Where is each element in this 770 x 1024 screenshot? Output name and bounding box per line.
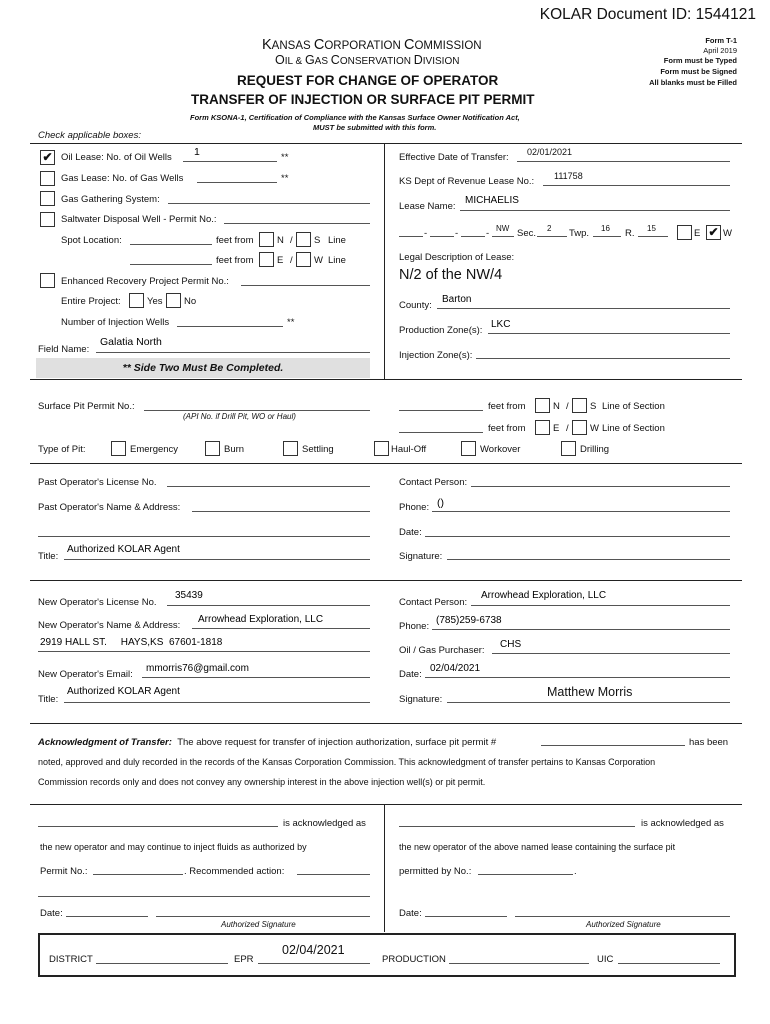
injection-zone-label: Injection Zone(s): xyxy=(399,350,473,361)
gas-gathering-checkbox[interactable] xyxy=(40,191,55,206)
document-id: KOLAR Document ID: 1544121 xyxy=(539,6,756,23)
surface-pit-label: Surface Pit Permit No.: xyxy=(38,401,135,412)
org-letter: C xyxy=(404,37,415,53)
field-name-label: Field Name: xyxy=(38,344,90,355)
e-label: E xyxy=(277,255,284,266)
required-stars: ** xyxy=(281,152,289,163)
s-label: S xyxy=(314,235,321,246)
ack-right-text: the new operator of the above named lease containing the surface pit xyxy=(399,842,676,852)
w-label: W xyxy=(723,228,732,239)
past-phone-label: Phone: xyxy=(399,502,430,513)
div-text: IL & xyxy=(284,56,305,67)
burn-checkbox[interactable] xyxy=(205,441,220,456)
drilling-label: Drilling xyxy=(580,444,610,455)
west-checkbox[interactable] xyxy=(296,252,311,267)
div-letter: D xyxy=(413,53,423,67)
lease-name-field[interactable] xyxy=(460,210,730,211)
range-field[interactable] xyxy=(638,236,668,237)
uic-label: UIC xyxy=(597,954,614,965)
purchaser-value: CHS xyxy=(500,639,522,650)
ack-left-blank-line[interactable] xyxy=(38,896,370,897)
haul-off-checkbox[interactable] xyxy=(374,441,389,456)
div-text: IVISION xyxy=(422,56,460,67)
entire-project-label: Entire Project: xyxy=(61,296,121,307)
lease-name-label: Lease Name: xyxy=(399,201,456,212)
oil-wells-value: 1 xyxy=(194,146,200,158)
pit-ew-field[interactable] xyxy=(399,432,483,433)
form-typed-note: Form must be Typed xyxy=(663,56,737,65)
ack-text-1: The above request for transfer of injection authorization, surface pit permit # xyxy=(177,737,497,748)
past-phone-field[interactable] xyxy=(432,511,730,512)
range-value: 15 xyxy=(647,224,656,233)
spot-ns-field[interactable] xyxy=(130,244,212,245)
new-name-address-label: New Operator's Name & Address: xyxy=(38,620,181,631)
commission-name xyxy=(262,37,482,53)
dash: - xyxy=(424,228,428,239)
gas-gathering-field[interactable] xyxy=(168,203,370,204)
permit-no-label: Permit No.: xyxy=(40,866,88,877)
swd-label: Saltwater Disposal Well - Permit No.: xyxy=(61,214,217,225)
settling-checkbox[interactable] xyxy=(283,441,298,456)
enhanced-recovery-label: Enhanced Recovery Project Permit No.: xyxy=(61,276,229,287)
form-signed-note: Form must be Signed xyxy=(660,67,737,76)
ksona-note-1: Form KSONA-1, Certification of Compliance with the Kansas Surface Owner Notification Act, xyxy=(190,113,520,122)
past-title-field[interactable] xyxy=(64,559,370,560)
feet-from-label: feet from xyxy=(216,235,254,246)
div-text: AS xyxy=(314,56,331,67)
twp-value: 16 xyxy=(601,224,610,233)
pit-north-checkbox[interactable] xyxy=(535,398,550,413)
ack-right-name-field[interactable] xyxy=(399,826,635,827)
e-label: E xyxy=(694,228,701,239)
form-title-2: TRANSFER OF INJECTION OR SURFACE PIT PERMIT xyxy=(191,92,535,107)
new-contact-field[interactable] xyxy=(471,605,730,606)
spot-ew-field[interactable] xyxy=(130,264,212,265)
legal-description-value[interactable]: N/2 of the NW/4 xyxy=(399,267,503,283)
new-license-label: New Operator's License No. xyxy=(38,597,157,608)
past-signature-label: Signature: xyxy=(399,551,443,562)
divider xyxy=(384,804,385,932)
n-label: N xyxy=(277,235,284,246)
past-name-address-field[interactable] xyxy=(192,511,370,512)
s-label: S xyxy=(590,401,597,412)
ack-line-3: Commission records only and does not convey any ownership interest in the above injection well(s) or pit permit. xyxy=(38,777,486,787)
divider xyxy=(30,143,742,144)
divider xyxy=(30,463,742,464)
production-zone-field[interactable] xyxy=(488,333,730,334)
ack-line-1 xyxy=(38,737,496,748)
pit-west-checkbox[interactable] xyxy=(572,420,587,435)
epr-label: EPR xyxy=(234,954,254,965)
county-field[interactable] xyxy=(437,308,730,309)
past-address-line-2[interactable] xyxy=(38,536,370,537)
swd-checkbox[interactable] xyxy=(40,212,55,227)
new-title-field[interactable] xyxy=(64,702,370,703)
ack-left-signature-field[interactable] xyxy=(156,916,370,917)
ks-dept-field[interactable] xyxy=(543,185,730,186)
slash: / xyxy=(566,401,569,412)
is-acknowledged-label: is acknowledged as xyxy=(283,818,366,829)
past-title-value: Authorized KOLAR Agent xyxy=(67,544,180,555)
past-date-field[interactable] xyxy=(425,536,730,537)
authorized-signature-label: Authorized Signature xyxy=(586,920,661,929)
divider xyxy=(30,580,742,581)
feet-from-label: feet from xyxy=(488,401,526,412)
form-blanks-note: All blanks must be Filled xyxy=(649,78,737,87)
ack-permit-field[interactable] xyxy=(541,745,685,746)
new-signature-field[interactable] xyxy=(447,702,730,703)
quarter-field-2[interactable] xyxy=(430,236,454,237)
quarter-field-3[interactable] xyxy=(461,236,485,237)
entire-yes-checkbox[interactable] xyxy=(129,293,144,308)
slash: / xyxy=(290,235,293,246)
county-label: County: xyxy=(399,300,432,311)
gas-lease-checkbox[interactable] xyxy=(40,171,55,186)
ack-line-2: noted, approved and duly recorded in the records of the Kansas Corporation Commission. This acknowledgment of transfer pertains to Kansas Corporation xyxy=(38,757,656,767)
production-field[interactable] xyxy=(449,963,589,964)
slash: / xyxy=(290,255,293,266)
period: . xyxy=(574,866,577,877)
quarter-value: NW xyxy=(496,224,510,233)
past-signature-field[interactable] xyxy=(447,559,730,560)
new-title-value: Authorized KOLAR Agent xyxy=(67,686,180,697)
org-text: ANSAS xyxy=(271,40,314,52)
quarter-field-1[interactable] xyxy=(399,236,423,237)
sec-field[interactable] xyxy=(537,236,567,237)
org-letter: C xyxy=(313,37,325,53)
field-name-value: Galatia North xyxy=(100,336,162,348)
north-checkbox[interactable] xyxy=(259,232,274,247)
range-label: R. xyxy=(625,228,635,239)
new-contact-value: Arrowhead Exploration, LLC xyxy=(481,590,607,601)
range-east-checkbox[interactable] xyxy=(677,225,692,240)
recommended-action-label: . Recommended action: xyxy=(184,866,285,877)
new-phone-value: (785)259-6738 xyxy=(436,615,502,626)
injection-wells-label: Number of Injection Wells xyxy=(61,317,170,328)
south-checkbox[interactable] xyxy=(296,232,311,247)
type-of-pit-label: Type of Pit: xyxy=(38,444,86,455)
gas-lease-label: Gas Lease: No. of Gas Wells xyxy=(61,173,184,184)
purchaser-label: Oil / Gas Purchaser: xyxy=(399,645,485,656)
legal-description-label: Legal Description of Lease: xyxy=(399,252,515,263)
enhanced-recovery-checkbox[interactable] xyxy=(40,273,55,288)
ack-heading: Acknowledgment of Transfer: xyxy=(38,737,172,748)
line-of-section-label: Line of Section xyxy=(602,401,665,412)
new-signature-label: Signature: xyxy=(399,694,443,705)
east-checkbox[interactable] xyxy=(259,252,274,267)
uic-field[interactable] xyxy=(618,963,720,964)
division-name xyxy=(275,53,459,67)
past-title-label: Title: xyxy=(38,551,59,562)
recommended-action-field[interactable] xyxy=(297,874,370,875)
new-license-value: 35439 xyxy=(175,590,203,601)
new-contact-label: Contact Person: xyxy=(399,597,468,608)
ack-right-date-field[interactable] xyxy=(425,916,507,917)
required-stars: ** xyxy=(281,173,289,184)
pit-east-checkbox[interactable] xyxy=(535,420,550,435)
feet-from-label: feet from xyxy=(488,423,526,434)
e-label: E xyxy=(553,423,560,434)
new-name-address-field[interactable] xyxy=(192,628,370,629)
feet-from-label: feet from xyxy=(216,255,254,266)
enhanced-permit-field[interactable] xyxy=(241,285,370,286)
new-phone-label: Phone: xyxy=(399,621,430,632)
twp-field[interactable] xyxy=(593,236,621,237)
sec-label: Sec. xyxy=(517,228,537,239)
w-label: W xyxy=(590,423,599,434)
ack-right-signature-field[interactable] xyxy=(515,916,730,917)
district-field[interactable] xyxy=(96,963,228,964)
required-stars: ** xyxy=(287,317,295,328)
div-letter: G xyxy=(304,53,315,67)
dash: - xyxy=(455,228,459,239)
new-license-field[interactable] xyxy=(167,605,370,606)
div-letter: O xyxy=(275,53,285,67)
oil-lease-checkbox[interactable]: ✔ xyxy=(40,150,55,165)
district-label: DISTRICT xyxy=(49,954,93,965)
pit-south-checkbox[interactable] xyxy=(572,398,587,413)
drilling-checkbox[interactable] xyxy=(561,441,576,456)
past-date-label: Date: xyxy=(399,527,422,538)
form-title-1: REQUEST FOR CHANGE OF OPERATOR xyxy=(237,73,499,88)
surface-pit-field[interactable] xyxy=(144,410,370,411)
line-label: Line xyxy=(328,255,346,266)
new-name-value: Arrowhead Exploration, LLC xyxy=(198,614,324,625)
past-contact-label: Contact Person: xyxy=(399,477,468,488)
range-west-checkbox[interactable]: ✔ xyxy=(706,225,721,240)
ack-left-text: the new operator and may continue to inject fluids as authorized by xyxy=(40,842,307,852)
form-date: April 2019 xyxy=(703,46,737,55)
n-label: N xyxy=(553,401,560,412)
epr-field[interactable] xyxy=(258,963,370,964)
county-value: Barton xyxy=(442,294,472,305)
div-letter: C xyxy=(330,53,340,67)
authorized-signature-label: Authorized Signature xyxy=(221,920,296,929)
org-letter: K xyxy=(262,37,272,53)
effective-date-field[interactable] xyxy=(517,161,730,162)
divider xyxy=(30,804,742,805)
line-of-section-label: Line of Section xyxy=(602,423,665,434)
spot-location-label: Spot Location: xyxy=(61,235,122,246)
permitted-by-label: permitted by No.: xyxy=(399,866,472,877)
permit-no-field[interactable] xyxy=(93,874,183,875)
side-two-text: ** Side Two Must Be Completed. xyxy=(122,362,284,374)
permitted-by-field[interactable] xyxy=(478,874,573,875)
divider xyxy=(384,143,385,379)
past-phone-value: () xyxy=(437,497,444,509)
effective-date-value: 02/01/2021 xyxy=(527,147,573,157)
effective-date-label: Effective Date of Transfer: xyxy=(399,152,509,163)
new-date-label: Date: xyxy=(399,669,422,680)
new-email-value: mmorris76@gmail.com xyxy=(146,663,249,674)
ack-left-name-field[interactable] xyxy=(38,826,278,827)
past-contact-field[interactable] xyxy=(471,486,730,487)
field-name-field[interactable] xyxy=(96,352,370,353)
has-been-label: has been xyxy=(689,737,729,748)
check-applicable-label: Check applicable boxes: xyxy=(38,130,141,141)
entire-no-checkbox[interactable] xyxy=(166,293,181,308)
new-title-label: Title: xyxy=(38,694,59,705)
settling-label: Settling xyxy=(302,444,334,455)
api-note: (API No. if Drill Pit, WO or Haul) xyxy=(183,412,296,421)
no-label: No xyxy=(184,296,197,307)
burn-label: Burn xyxy=(224,444,245,455)
side-two-banner xyxy=(36,358,370,378)
injection-wells-field[interactable] xyxy=(177,326,283,327)
org-text: OMMISSION xyxy=(414,40,482,52)
past-license-field[interactable] xyxy=(167,486,370,487)
workover-checkbox[interactable] xyxy=(461,441,476,456)
epr-value: 02/04/2021 xyxy=(282,943,345,957)
w-label: W xyxy=(314,255,323,266)
ks-dept-value: 111758 xyxy=(554,171,583,181)
emergency-checkbox[interactable] xyxy=(111,441,126,456)
ack-left-date-field[interactable] xyxy=(66,916,148,917)
div-text: ONSERVATION xyxy=(339,56,414,67)
purchaser-field[interactable] xyxy=(492,653,730,654)
new-address-value[interactable]: 2919 HALL ST. HAYS,KS 67601-1818 xyxy=(40,637,223,648)
injection-zone-field[interactable] xyxy=(476,358,730,359)
sec-value: 2 xyxy=(547,224,552,233)
production-zone-label: Production Zone(s): xyxy=(399,325,483,336)
twp-label: Twp. xyxy=(569,228,590,239)
gas-gathering-label: Gas Gathering System: xyxy=(61,194,160,205)
new-email-field[interactable] xyxy=(142,677,370,678)
oil-wells-field[interactable] xyxy=(183,161,277,162)
divider xyxy=(30,379,742,380)
production-zone-value: LKC xyxy=(491,319,511,330)
org-text: ORPORATION xyxy=(324,40,404,52)
oil-lease-label: Oil Lease: No. of Oil Wells xyxy=(61,152,172,163)
past-license-label: Past Operator's License No. xyxy=(38,477,157,488)
new-signature-value: Matthew Morris xyxy=(547,685,633,699)
ack-left-date-label: Date: xyxy=(40,908,63,919)
past-name-address-label: Past Operator's Name & Address: xyxy=(38,502,181,513)
new-date-value: 02/04/2021 xyxy=(430,663,481,674)
new-email-label: New Operator's Email: xyxy=(38,669,133,680)
lease-name-value: MICHAELIS xyxy=(465,195,519,206)
ks-dept-label: KS Dept of Revenue Lease No.: xyxy=(399,176,535,187)
is-acknowledged-label: is acknowledged as xyxy=(641,818,724,829)
new-phone-field[interactable] xyxy=(432,629,730,630)
production-label: PRODUCTION xyxy=(382,954,446,965)
line-label: Line xyxy=(328,235,346,246)
new-date-field[interactable] xyxy=(425,677,730,678)
dash: - xyxy=(486,228,490,239)
workover-label: Workover xyxy=(480,444,521,455)
gas-wells-field[interactable] xyxy=(197,182,277,183)
slash: / xyxy=(566,423,569,434)
pit-ns-field[interactable] xyxy=(399,410,483,411)
divider xyxy=(30,723,742,724)
swd-permit-field[interactable] xyxy=(224,223,370,224)
ack-right-date-label: Date: xyxy=(399,908,422,919)
quarter-field-4[interactable] xyxy=(492,236,514,237)
emergency-label: Emergency xyxy=(130,444,179,455)
ksona-note-2: MUST be submitted with this form. xyxy=(313,123,437,132)
yes-label: Yes xyxy=(147,296,163,307)
new-address-line-2[interactable] xyxy=(38,651,370,652)
form-number: Form T-1 xyxy=(705,36,737,45)
haul-off-label: Haul-Off xyxy=(391,444,427,455)
